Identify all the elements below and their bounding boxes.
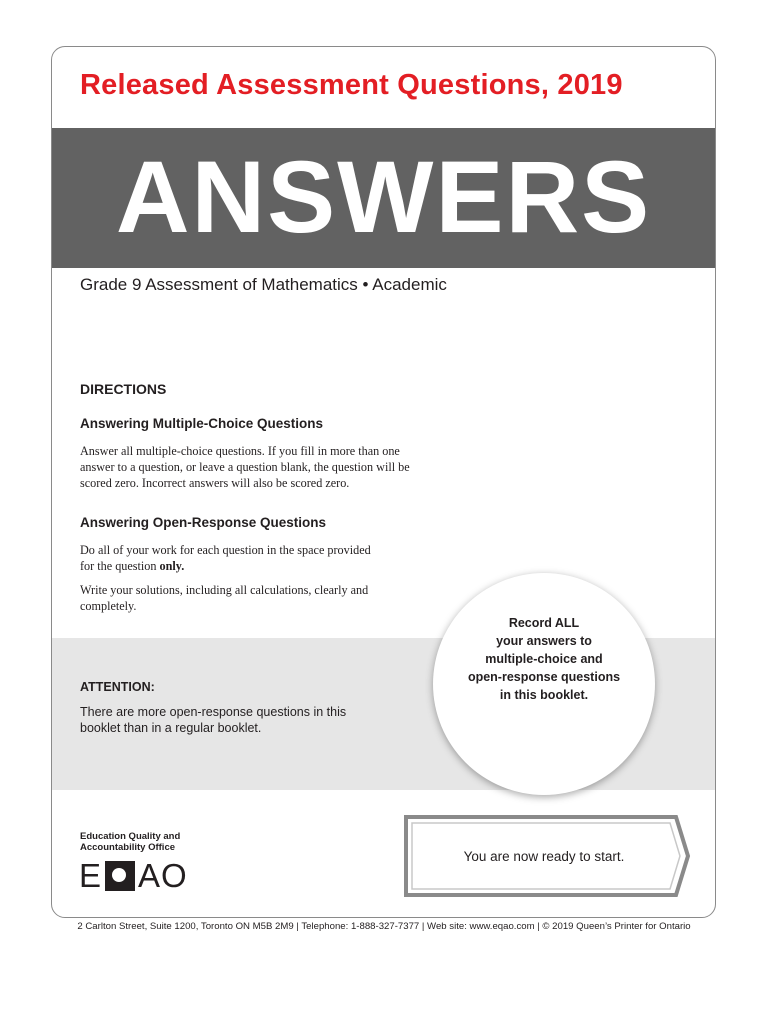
logo-letters-ao: AO <box>138 857 188 894</box>
callout-line: in this booklet. <box>499 688 589 702</box>
org-name-line1: Education Quality and <box>80 831 181 842</box>
start-message: You are now ready to start. <box>463 848 625 864</box>
assessment-subtitle: Grade 9 Assessment of Mathematics • Academic <box>80 275 447 294</box>
logo-letter-e: E <box>79 857 103 894</box>
footer-contact: 2 Carlton Street, Suite 1200, Toronto ON M5B 2M9 | Telephone: 1-888-327-7377 | Web site: www.eqao.com | © 2019 Queen’s Printer for Ontario <box>77 921 691 932</box>
solutions-instructions: Write your solutions, including all calculations, clearly and completely. <box>80 583 369 613</box>
cover-card <box>51 46 716 918</box>
callout-line: open-response questions <box>467 670 621 684</box>
attention-text: There are more open-response questions in this booklet than in a regular booklet. <box>80 705 347 735</box>
org-name-line2: Accountability Office <box>80 842 176 853</box>
callout-line: multiple-choice and <box>485 652 603 666</box>
multiple-choice-heading: Answering Multiple-Choice Questions <box>80 416 324 431</box>
open-response-heading: Answering Open-Response Questions <box>80 515 327 530</box>
eqao-logo <box>79 859 188 893</box>
directions-heading: DIRECTIONS <box>80 381 167 397</box>
open-response-instructions <box>80 542 385 574</box>
attention-heading: ATTENTION: <box>80 680 155 694</box>
page-headline: Released Assessment Questions, 2019 <box>80 69 623 101</box>
callout-line: your answers to <box>496 634 592 648</box>
logo-q-mark-icon <box>105 861 135 891</box>
multiple-choice-instructions: Answer all multiple-choice questions. If you fill in more than one answer to a question, or leave a question blank, the question will be scored zero. Incorrect answers will also be scored zero. <box>80 444 410 490</box>
callout-text <box>454 614 634 704</box>
record-answers-callout <box>433 573 655 795</box>
callout-line: Record ALL <box>508 616 580 630</box>
banner-title: ANSWERS <box>115 140 652 254</box>
open-response-emphasis: only. <box>159 559 185 573</box>
open-response-text: Do all of your work for each question in the space provided for the question <box>80 543 371 573</box>
answers-banner <box>52 128 715 268</box>
organization-name <box>80 831 180 853</box>
